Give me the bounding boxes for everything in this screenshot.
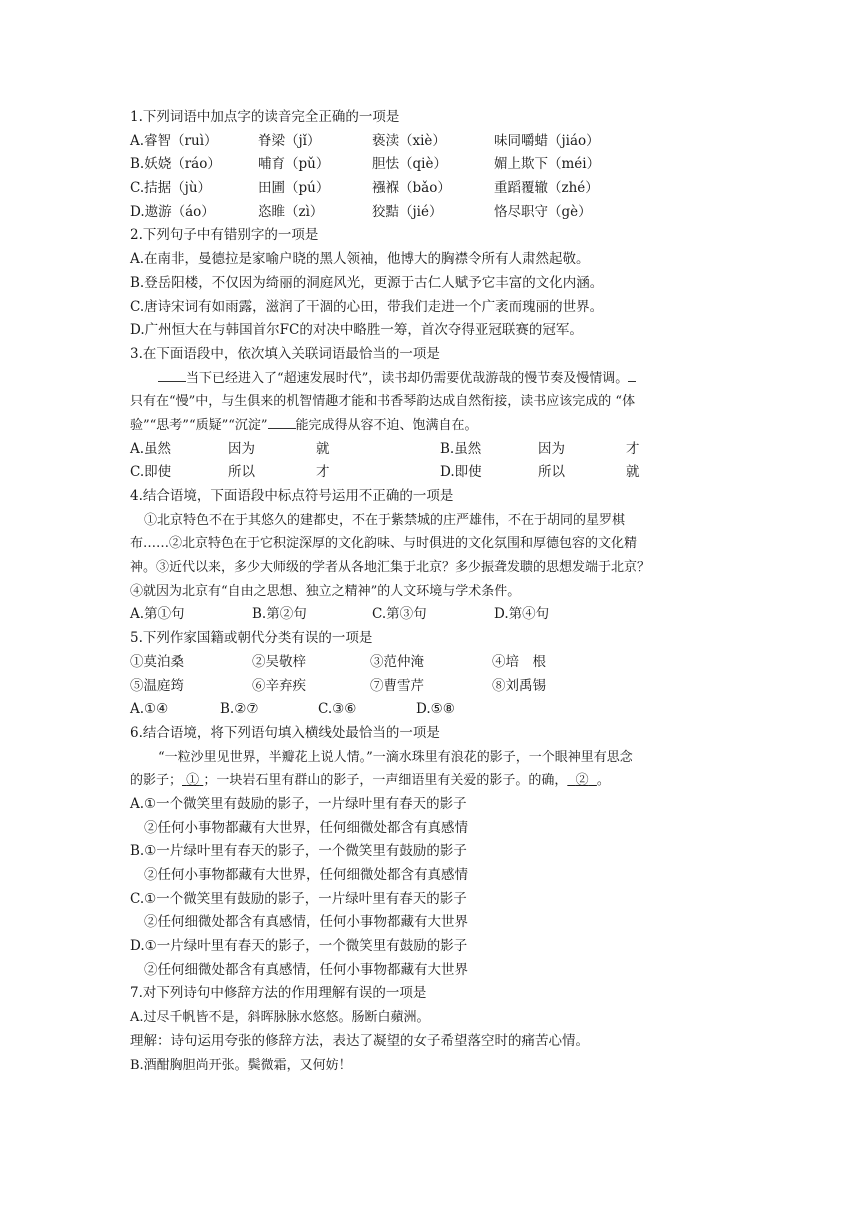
q1-a-word-3: 亵渎（xiè） (372, 132, 446, 149)
q7-option-a-note: 理解：诗句运用夸张的修辞方法，表达了凝望的女子希望落空时的痛苦心情。 (130, 1032, 589, 1049)
q5-authors-row-2 (130, 675, 730, 699)
q3-b-1: B.虽然 (440, 440, 482, 457)
q5-author-4: ④培 根 (492, 653, 546, 670)
q6-passage-text-b: ；一块岩石里有群山的影子，一声细语里有关爱的影子。的确， (203, 773, 568, 789)
q1-stem: 1.下列词语中加点字的读音完全正确的一项是 (130, 109, 400, 125)
q3-passage-text-3b: 能完成得从容不迫、饱满自在。 (295, 417, 478, 433)
q6-passage-text-c: 。 (596, 773, 610, 789)
q6-option-d-1: D.①一片绿叶里有春天的影子，一个微笑里有鼓励的影子 (130, 938, 468, 955)
q1-b-word-1: B.妖娆（ráo） (130, 156, 221, 173)
q5-author-8: ⑧刘禹锡 (492, 677, 546, 694)
q6-option-c-1: C.①一个微笑里有鼓励的影子，一片绿叶里有春天的影子 (130, 890, 467, 907)
q5-author-1: ①莫泊桑 (130, 653, 184, 670)
q3-c-3: 才 (316, 464, 330, 481)
q2-option-d: D.广州恒大在与韩国首尔FC的对决中略胜一筹，首次夺得亚冠联赛的冠军。 (130, 322, 583, 339)
q1-b-word-3: 胆怯（qiè） (372, 156, 447, 173)
q3-stem: 3.在下面语段中，依次填入关联词语最恰当的一项是 (130, 345, 440, 362)
q4-passage-line-4: ④就因为北京有“自由之思想、独立之精神”的人文环境与学术条件。 (130, 583, 521, 599)
q7-option-a-poem: A.过尽千帆皆不是，斜晖脉脉水悠悠。肠断白蘋洲。 (130, 1010, 430, 1026)
q6-passage-text-a: 的影子； (130, 773, 183, 789)
q1-a-word-4: 味同嚼蜡（jiáo） (494, 132, 600, 149)
q5-option-a: A.①④ (130, 701, 169, 718)
q5-author-5: ⑤温庭筠 (130, 677, 184, 694)
q3-passage-line-3 (130, 414, 730, 438)
q4-passage-line-3: 神。③近代以来，多少大师级的学者从各地汇集于北京？多少振聋发聩的思想发端于北京？ (130, 560, 651, 576)
q5-stem: 5.下列作家国籍或朝代分类有误的一项是 (130, 630, 373, 647)
q5-author-6: ⑥辛弃疾 (252, 677, 306, 694)
q1-b-word-4: 媚上欺下（méi） (494, 156, 601, 173)
q1-b-word-2: 哺育（pǔ） (258, 156, 330, 173)
q3-options-cd (130, 461, 730, 485)
q1-d-word-3: 狡黠（jié） (372, 203, 443, 220)
q5-author-3: ③范仲淹 (370, 653, 424, 670)
q1-c-word-4: 重蹈覆辙（zhé） (494, 180, 599, 197)
q1-option-b (130, 153, 730, 177)
q3-b-2: 因为 (538, 440, 565, 457)
q1-a-word-1: A.睿智（ruì） (130, 132, 218, 149)
q3-a-1: A.虽然 (130, 440, 172, 457)
q6-blank-1-label: ① (186, 773, 200, 789)
q2-option-a: A.在南非，曼德拉是家喻户晓的黑人领袖，他博大的胸襟令所有人肃然起敬。 (130, 251, 590, 268)
q1-d-word-4: 恪尽职守（gè） (494, 203, 592, 220)
q3-blank-3 (268, 414, 296, 429)
q6-passage-line-1: “一粒沙里见世界，半瓣花上说人情。”一滴水珠里有浪花的影子，一个眼神里有思念 (158, 749, 633, 765)
q5-authors-row-1 (130, 651, 730, 675)
q4-options (130, 603, 730, 627)
q6-option-a-1: A.①一个微笑里有鼓励的影子，一片绿叶里有春天的影子 (130, 795, 467, 812)
q4-option-b: B.第②句 (252, 606, 307, 623)
q6-option-c-2: ②任何细微处都含有真感情，任何小事物都藏有大世界 (144, 914, 468, 931)
q3-passage-text-3a: 验”“思考”“质疑”“沉淀” (130, 417, 268, 433)
q6-blank-1 (182, 773, 203, 788)
q6-option-a-2: ②任何小事物都藏有大世界，任何细微处都含有真感情 (144, 819, 468, 836)
q1-option-a (130, 130, 730, 154)
q4-option-d: D.第④句 (494, 606, 550, 623)
q3-passage-line-2: 只有在“慢”中，与生俱来的机智情趣才能和书香琴韵达成自然衔接，读书应该完成的 “体 (130, 394, 636, 410)
q1-d-word-2: 恣睢（zì） (258, 203, 324, 220)
q1-c-word-3: 襁褓（bǎo） (372, 180, 451, 197)
q3-a-2: 因为 (228, 440, 255, 457)
q6-blank-2 (567, 773, 597, 788)
q2-stem: 2.下列句子中有错别字的一项是 (130, 227, 319, 244)
q6-option-b-1: B.①一片绿叶里有春天的影子，一个微笑里有鼓励的影子 (130, 843, 467, 860)
q6-stem: 6.结合语境，将下列语句填入横线处最恰当的一项是 (130, 724, 440, 741)
q4-passage-line-2: 布……②北京特色在于它积淀深厚的文化韵味、与时俱进的文化氛围和厚德包容的文化精 (130, 536, 638, 552)
q1-option-d (130, 201, 730, 225)
q6-option-b-2: ②任何小事物都藏有大世界，任何细微处都含有真感情 (144, 867, 468, 883)
q4-option-c: C.第③句 (372, 606, 427, 623)
q6-passage-line-2 (130, 769, 730, 793)
q3-blank-1 (158, 367, 186, 382)
q6-blank-2-label: ② (575, 773, 589, 789)
q5-option-d: D.⑤⑧ (416, 701, 455, 718)
exam-page (130, 106, 730, 1077)
q5-options (130, 698, 730, 722)
q2-option-c: C.唐诗宋词有如雨露，滋润了干涸的心田，带我们走进一个广袤而瑰丽的世界。 (130, 298, 604, 315)
q1-c-word-1: C.拮据（jù） (130, 180, 212, 197)
q2-option-b: B.登岳阳楼，不仅因为绮丽的洞庭风光，更源于古仁人赋予它丰富的文化内涵。 (130, 274, 604, 291)
q1-c-word-2: 田圃（pú） (258, 180, 330, 197)
q7-option-b-poem: B.酒酣胸胆尚开张。鬓微霜，又何妨！ (130, 1057, 352, 1073)
q5-option-c: C.③⑥ (318, 701, 357, 718)
q3-d-2: 所以 (538, 464, 565, 481)
q5-author-2: ②吴敬梓 (252, 653, 306, 670)
q5-author-7: ⑦曹雪芹 (370, 677, 424, 694)
q3-d-3: 就 (626, 464, 640, 481)
q3-c-1: C.即使 (130, 464, 172, 481)
q3-blank-2 (628, 367, 636, 382)
q6-option-d-2: ②任何细微处都含有真感情，任何小事物都藏有大世界 (144, 961, 468, 978)
q7-stem: 7.对下列诗句中修辞方法的作用理解有误的一项是 (130, 985, 427, 1002)
q3-c-2: 所以 (228, 464, 255, 481)
q1-d-word-1: D.遨游（áo） (130, 203, 215, 220)
q5-option-b: B.②⑦ (220, 701, 259, 718)
q4-stem: 4.结合语境，下面语段中标点符号运用不正确的一项是 (130, 488, 454, 504)
q1-a-word-2: 脊梁（jǐ） (258, 132, 321, 149)
q3-options-ab (130, 438, 730, 462)
q1-option-c (130, 177, 730, 201)
q3-passage-text-1: 当下已经进入了“超速发展时代”，读书却仍需要优哉游哉的慢节奏及慢情调。 (186, 370, 629, 386)
q4-passage-line-1: ①北京特色不在于其悠久的建都史，不在于紫禁城的庄严雄伟，不在于胡同的星罗棋 (144, 512, 626, 528)
q3-b-3: 才 (626, 440, 640, 457)
q4-option-a: A.第①句 (130, 606, 185, 623)
q3-d-1: D.即使 (440, 464, 482, 481)
q3-passage-line-1 (130, 367, 730, 391)
q3-a-3: 就 (316, 440, 330, 457)
